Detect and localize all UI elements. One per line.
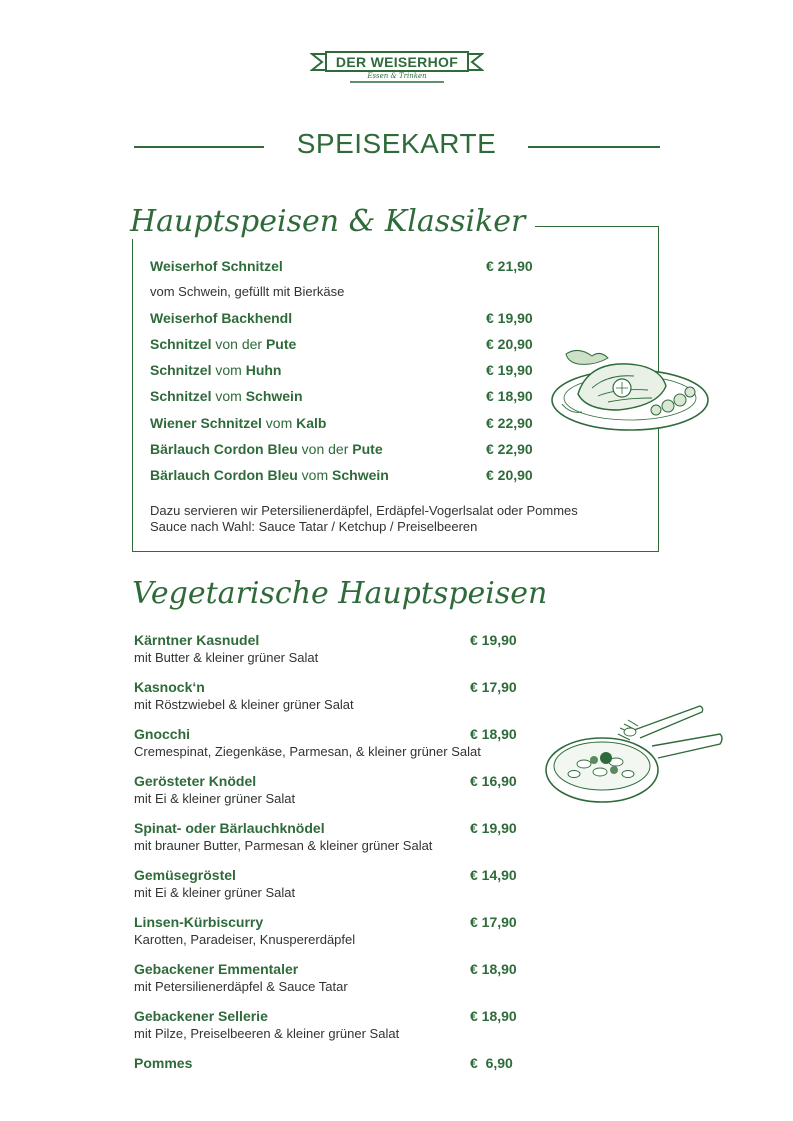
vegetarian-dish-name: Gebackener Emmentaler: [134, 961, 299, 977]
vegetarian-dish-price: € 19,90: [470, 820, 517, 836]
vegetarian-dish-name: Kärntner Kasnudel: [134, 632, 260, 648]
main-dish-price: € 22,90: [486, 441, 533, 457]
main-dish-price: € 19,90: [486, 362, 533, 378]
vegetarian-dish-price: € 18,90: [470, 961, 517, 977]
main-dish-price: € 20,90: [486, 467, 533, 483]
dish-name-keyword: Weiserhof Backhendl: [150, 310, 293, 326]
vegetarian-dish-price: € 17,90: [470, 914, 517, 930]
dish-name-keyword: Schwein: [245, 388, 303, 404]
main-dish-name: [150, 336, 296, 352]
dish-name-keyword: Huhn: [245, 362, 282, 378]
dish-name-keyword: Schnitzel: [150, 388, 212, 404]
sauce-note: Sauce nach Wahl: Sauce Tatar / Ketchup / Preiselbeeren: [150, 519, 478, 534]
vegetarian-dish-name: Linsen-Kürbiscurry: [134, 914, 264, 930]
vegetarian-dish-name: Gemüsegröstel: [134, 867, 236, 883]
section-heading-vegetarian: Vegetarische Hauptspeisen: [132, 576, 548, 611]
main-dish-name: [150, 441, 383, 457]
main-dish-price: € 21,90: [486, 258, 533, 274]
dish-name-keyword: Pute: [352, 441, 383, 457]
dish-name-connector: vom: [261, 415, 297, 431]
page-title: SPEISEKARTE: [296, 128, 497, 159]
dish-name-connector: vom: [297, 467, 333, 483]
vegetarian-dish-description: mit Petersilienerdäpfel & Sauce Tatar: [134, 979, 348, 994]
logo-tagline: Essen & Trinken: [367, 72, 427, 80]
vegetarian-dish-name: Pommes: [134, 1055, 193, 1071]
vegetarian-dish-name: Spinat- oder Bärlauchknödel: [134, 820, 325, 836]
vegetarian-dish-price: € 6,90: [470, 1055, 513, 1071]
restaurant-logo: [310, 50, 484, 86]
main-dish-price: € 19,90: [486, 310, 533, 326]
vegetarian-dish-price: € 19,90: [470, 632, 517, 648]
vegetarian-dish-name: Gerösteter Knödel: [134, 773, 257, 789]
logo-brand-name: DER WEISERHOF: [335, 54, 459, 70]
main-dish-price: € 22,90: [486, 415, 533, 431]
vegetarian-dish-description: mit Ei & kleiner grüner Salat: [134, 885, 296, 900]
dish-name-keyword: Schnitzel: [150, 336, 212, 352]
dish-name-connector: vom: [211, 388, 246, 404]
dish-name-connector: von der: [297, 441, 353, 457]
schnitzel-plate-illustration: [548, 344, 713, 436]
vegetarian-dish-description: mit Pilze, Preiselbeeren & kleiner grüner Salat: [134, 1026, 400, 1041]
vegetarian-dish-description: mit brauner Butter, Parmesan & kleiner grüner Salat: [134, 838, 433, 853]
vegetarian-dish-price: € 17,90: [470, 679, 517, 695]
dish-name-connector: von der: [211, 336, 266, 352]
main-dish-name: [150, 388, 303, 404]
dish-name-keyword: Bärlauch Cordon Bleu: [150, 441, 298, 457]
dish-name-keyword: Bärlauch Cordon Bleu: [150, 467, 298, 483]
dish-name-keyword: Schnitzel: [150, 362, 212, 378]
vegetarian-dish-price: € 18,90: [470, 1008, 517, 1024]
dish-name-keyword: Pute: [265, 336, 297, 352]
vegetarian-dish-name: Gebackener Sellerie: [134, 1008, 268, 1024]
main-dish-name: [150, 258, 283, 274]
dish-name-keyword: Schwein: [332, 467, 389, 483]
main-dish-price: € 20,90: [486, 336, 533, 352]
vegetarian-dish-description: Karotten, Paradeiser, Knuspererdäpfel: [134, 932, 356, 947]
vegetarian-dish-name: Kasnock‘n: [134, 679, 205, 695]
pan-dumplings-illustration: [544, 700, 726, 806]
main-dish-price: € 18,90: [486, 388, 533, 404]
vegetarian-dish-price: € 16,90: [470, 773, 517, 789]
vegetarian-dish-description: Cremespinat, Ziegenkäse, Parmesan, & kleiner grüner Salat: [134, 744, 481, 759]
side-dishes-note: Dazu servieren wir Petersilienerdäpfel, Erdäpfel-Vogerlsalat oder Pommes: [150, 503, 578, 518]
main-dish-name: [150, 467, 389, 483]
vegetarian-dish-price: € 18,90: [470, 726, 517, 742]
dish-name-keyword: Kalb: [296, 415, 327, 431]
dish-name-connector: vom: [211, 362, 246, 378]
vegetarian-dish-description: mit Röstzwiebel & kleiner grüner Salat: [134, 697, 354, 712]
vegetarian-dish-name: Gnocchi: [134, 726, 191, 742]
vegetarian-dish-description: mit Ei & kleiner grüner Salat: [134, 791, 296, 806]
main-dish-name: [150, 362, 281, 378]
main-dish-name: [150, 415, 326, 431]
vegetarian-dish-description: mit Butter & kleiner grüner Salat: [134, 650, 319, 665]
vegetarian-dish-price: € 14,90: [470, 867, 517, 883]
dish-name-keyword: Weiserhof Schnitzel: [150, 258, 283, 274]
main-dish-description: vom Schwein, gefüllt mit Bierkäse: [150, 284, 345, 299]
dish-name-keyword: Wiener Schnitzel: [150, 415, 262, 431]
main-dish-name: [150, 310, 292, 326]
section-heading-main-dishes: Hauptspeisen & Klassiker: [130, 204, 535, 239]
